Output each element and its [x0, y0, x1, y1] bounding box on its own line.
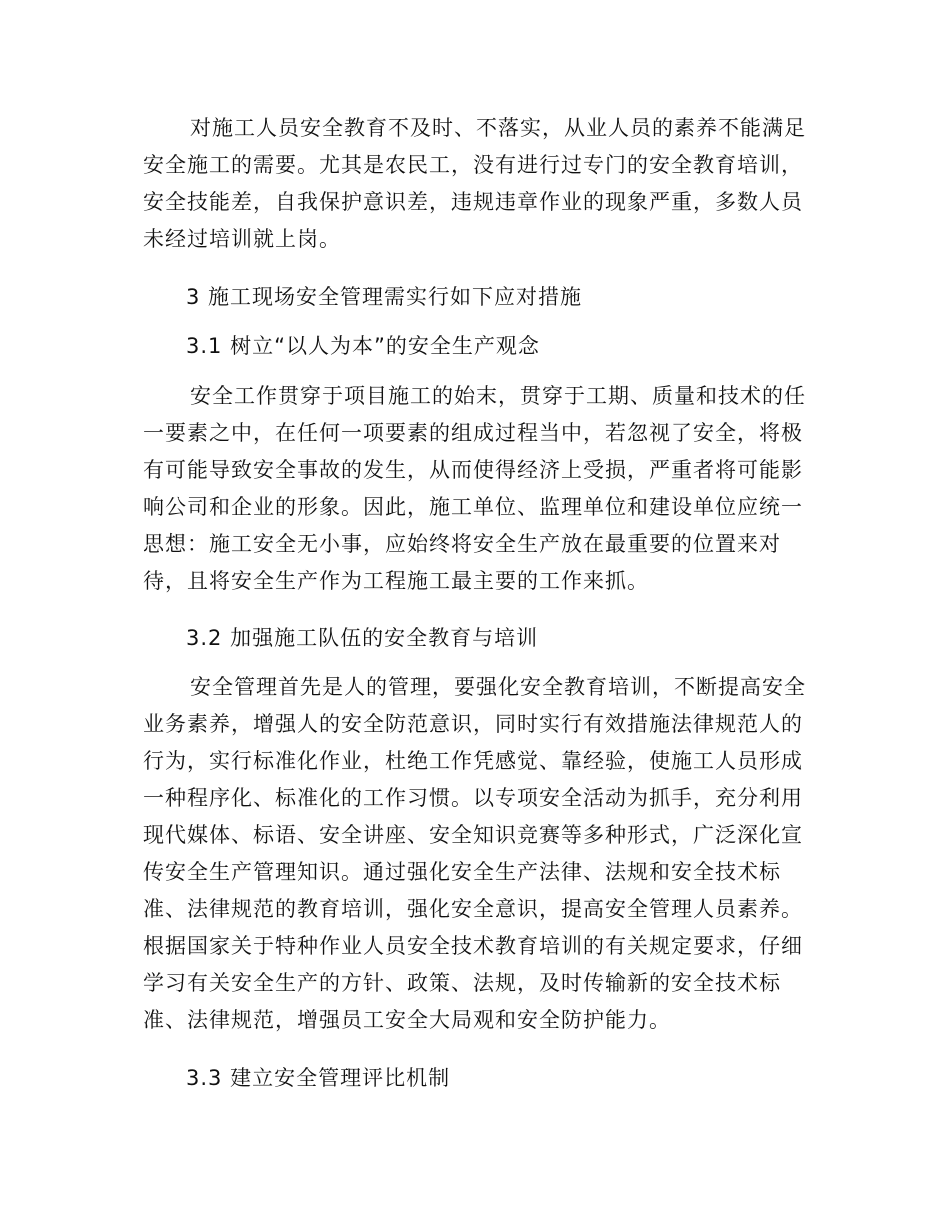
paragraph-1-line-4: 未经过培训就上岗。: [143, 227, 341, 251]
paragraph-1-line-2: 安全施工的需要。尤其是农民工，没有进行过专门的安全教育培训，: [143, 153, 803, 177]
paragraph-3-line-1: 安全管理首先是人的管理，要强化安全教育培训，不断提高安全: [190, 675, 806, 699]
paragraph-3-line-10: 准、法律规范，增强员工安全大局观和安全防护能力。: [143, 1008, 671, 1032]
paragraph-2-line-2: 一要素之中，在任何一项要素的组成过程当中，若忽视了安全，将极: [143, 421, 803, 445]
section-heading-3-2: 3.2 加强施工队伍的安全教育与培训: [186, 626, 539, 650]
paragraph-2-line-5: 思想：施工安全无小事，应始终将安全生产放在最重要的位置来对: [143, 532, 781, 556]
paragraph-3-line-6: 传安全生产管理知识。通过强化安全生产法律、法规和安全技术标: [143, 860, 781, 884]
paragraph-3-line-3: 行为，实行标准化作业，杜绝工作凭感觉、靠经验，使施工人员形成: [143, 749, 803, 773]
paragraph-2-line-4: 响公司和企业的形象。因此，施工单位、监理单位和建设单位应统一: [143, 495, 803, 519]
paragraph-3-line-9: 学习有关安全生产的方针、政策、法规，及时传输新的安全技术标: [143, 971, 781, 995]
paragraph-3-line-8: 根据国家关于特种作业人员安全技术教育培训的有关规定要求，仔细: [143, 934, 803, 958]
section-heading-3-3: 3.3 建立安全管理评比机制: [186, 1066, 451, 1090]
paragraph-3-line-5: 现代媒体、标语、安全讲座、安全知识竞赛等多种形式，广泛深化宣: [143, 823, 803, 847]
paragraph-2-line-3: 有可能导致安全事故的发生，从而使得经济上受损，严重者将可能影: [143, 458, 803, 482]
section-heading-3: 3 施工现场安全管理需实行如下应对措施: [186, 285, 583, 309]
paragraph-1-line-1: 对施工人员安全教育不及时、不落实，从业人员的素养不能满足: [190, 116, 806, 140]
paragraph-3-line-4: 一种程序化、标准化的工作习惯。以专项安全活动为抓手，充分利用: [143, 786, 803, 810]
paragraph-1-line-3: 安全技能差，自我保护意识差，违规违章作业的现象严重，多数人员: [143, 190, 803, 214]
section-heading-3-1: 3.1 树立“以人为本”的安全生产观念: [186, 334, 540, 358]
paragraph-3-line-2: 业务素养，增强人的安全防范意识，同时实行有效措施法律规范人的: [143, 712, 803, 736]
paragraph-2-line-6: 待，且将安全生产作为工程施工最主要的工作来抓。: [143, 569, 649, 593]
paragraph-2-line-1: 安全工作贯穿于项目施工的始末，贯穿于工期、质量和技术的任: [190, 384, 806, 408]
paragraph-3-line-7: 准、法律规范的教育培训，强化安全意识，提高安全管理人员素养。: [143, 897, 803, 921]
